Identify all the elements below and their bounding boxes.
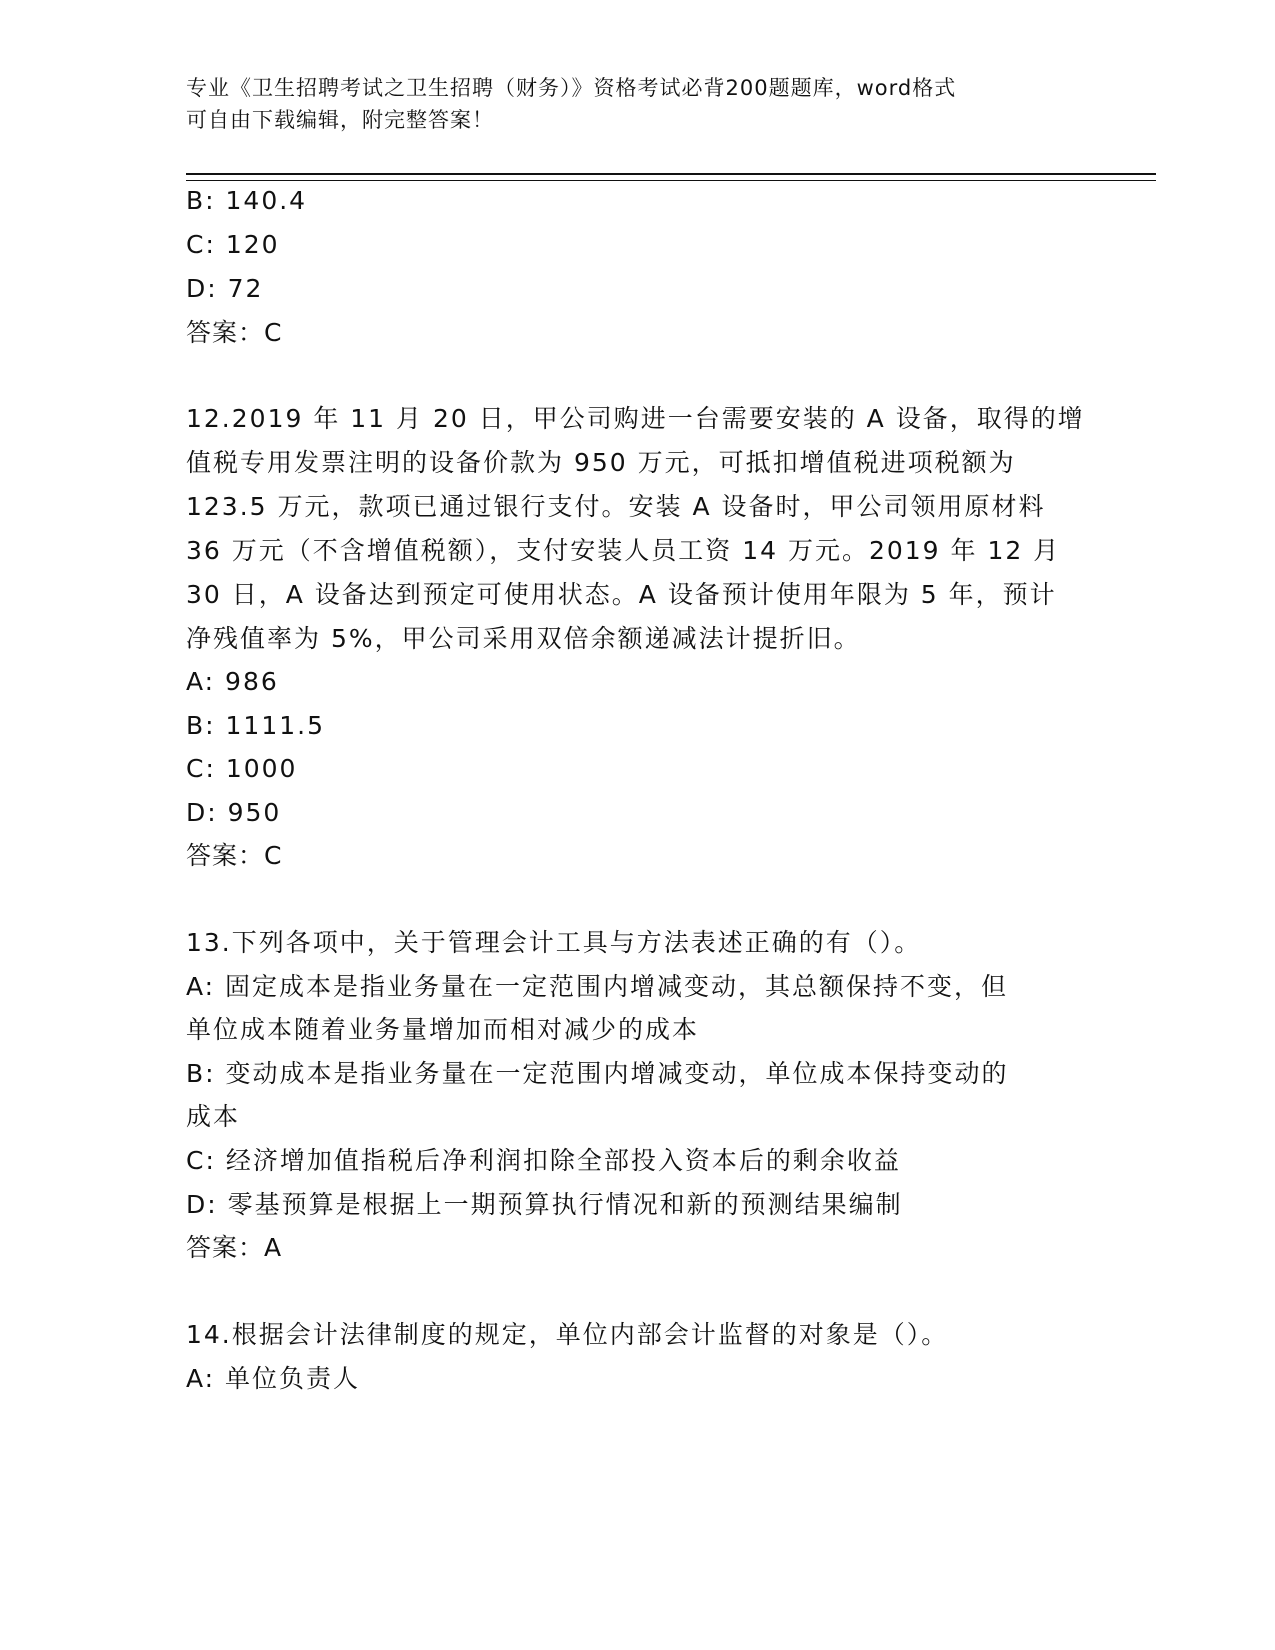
q13-option-b-line-1: B: 变动成本是指业务量在一定范围内增减变动，单位成本保持变动的	[186, 1059, 1009, 1088]
q14-option-a: A: 单位负责人	[186, 1364, 361, 1393]
q14-stem: 14.根据会计法律制度的规定，单位内部会计监督的对象是（）。	[186, 1320, 949, 1349]
q13-option-d: D: 零基预算是根据上一期预算执行情况和新的预测结果编制	[186, 1190, 903, 1219]
q12-answer: 答案：C	[186, 841, 283, 870]
header-line-2: 可自由下载编辑，附完整答案！	[186, 108, 494, 132]
q11-option-b: B: 140.4	[186, 186, 308, 215]
q12-option-d: D: 950	[186, 798, 282, 827]
q13-option-b-line-2: 成本	[186, 1102, 241, 1131]
q13-option-c: C: 经济增加值指税后净利润扣除全部投入资本后的剩余收益	[186, 1146, 901, 1175]
q12-option-b: B: 1111.5	[186, 711, 325, 740]
q12-stem-line-2: 值税专用发票注明的设备价款为 950 万元，可抵扣增值税进项税额为	[186, 448, 1016, 477]
q13-option-a-line-2: 单位成本随着业务量增加而相对减少的成本	[186, 1015, 700, 1044]
q13-option-a-line-1: A: 固定成本是指业务量在一定范围内增减变动，其总额保持不变，但	[186, 972, 1009, 1001]
q13-answer: 答案：A	[186, 1233, 283, 1262]
q12-stem-line-4: 36 万元（不含增值税额），支付安装人员工资 14 万元。2019 年 12 月	[186, 536, 1061, 565]
q12-stem-line-1: 12.2019 年 11 月 20 日，甲公司购进一台需要安装的 A 设备，取得的增	[186, 404, 1085, 433]
q12-option-c: C: 1000	[186, 754, 298, 783]
q11-option-d: D: 72	[186, 274, 264, 303]
q12-stem-line-5: 30 日，A 设备达到预定可使用状态。A 设备预计使用年限为 5 年，预计	[186, 580, 1057, 609]
header-rule-thick	[186, 173, 1156, 175]
q12-stem-line-6: 净残值率为 5%，甲公司采用双倍余额递减法计提折旧。	[186, 624, 861, 653]
header-line-1: 专业《卫生招聘考试之卫生招聘（财务）》资格考试必背200题题库，word格式	[186, 76, 957, 100]
document-header	[186, 72, 1066, 136]
q11-answer: 答案：C	[186, 318, 283, 347]
q13-stem: 13.下列各项中，关于管理会计工具与方法表述正确的有（）。	[186, 928, 922, 957]
q12-option-a: A: 986	[186, 667, 279, 696]
q11-option-c: C: 120	[186, 230, 280, 259]
q12-stem-line-3: 123.5 万元，款项已通过银行支付。安装 A 设备时，甲公司领用原材料	[186, 492, 1046, 521]
header-rule-thin	[186, 180, 1156, 181]
